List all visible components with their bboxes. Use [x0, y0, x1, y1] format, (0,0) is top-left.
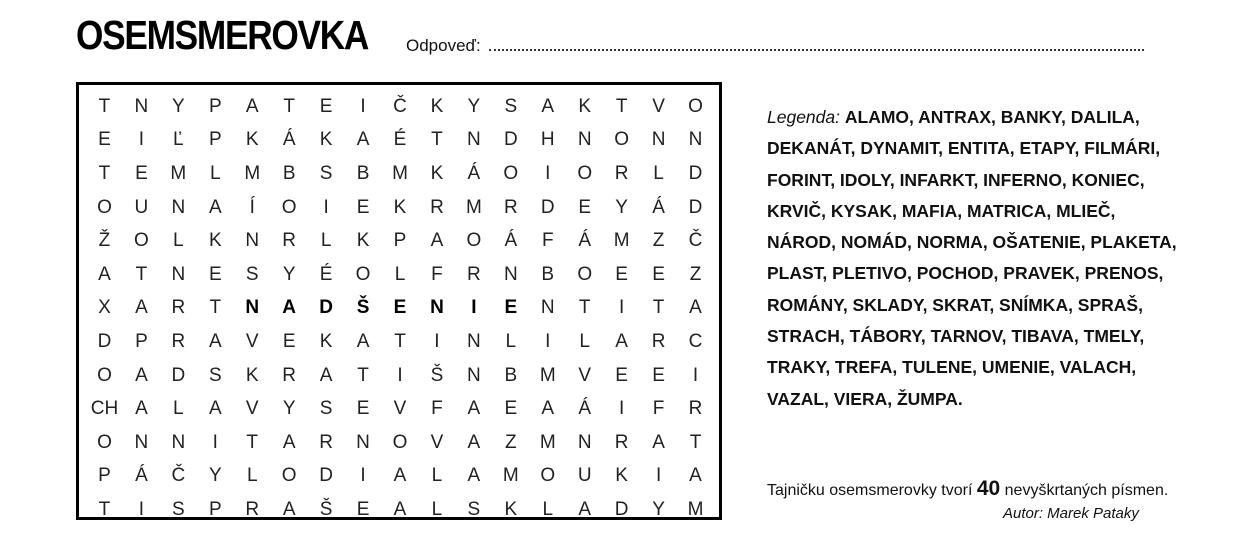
grid-cell[interactable]: Á — [504, 230, 518, 252]
grid-cell[interactable]: E — [356, 498, 370, 520]
grid-cell[interactable]: K — [578, 95, 592, 117]
grid-cell[interactable]: K — [208, 230, 222, 252]
grid-cell[interactable]: Á — [652, 196, 665, 218]
grid-cell[interactable]: M — [170, 162, 187, 184]
grid-cell[interactable]: O — [577, 162, 593, 184]
grid-cell[interactable]: O — [97, 431, 112, 453]
grid-cell[interactable]: K — [245, 364, 259, 386]
grid-cell[interactable]: N — [577, 431, 592, 453]
grid-cell[interactable]: I — [212, 431, 218, 453]
secret-note — [767, 478, 1177, 502]
grid-cell[interactable]: T — [98, 498, 111, 520]
grid-cell[interactable]: L — [579, 330, 590, 352]
grid-cell[interactable]: R — [503, 196, 518, 218]
grid-cell[interactable]: M — [539, 431, 556, 453]
grid-cell[interactable]: L — [209, 162, 221, 184]
secret-prefix: Tajničku osemsmerovky tvorí — [767, 482, 973, 499]
grid-cell[interactable]: Z — [689, 263, 702, 285]
grid-cell[interactable]: F — [541, 230, 554, 252]
grid-cell[interactable]: Y — [467, 95, 481, 117]
grid-cell[interactable]: Á — [282, 129, 296, 151]
grid-cell[interactable]: M — [539, 364, 556, 386]
grid-cell[interactable]: K — [356, 230, 370, 252]
answer-line — [406, 36, 1144, 56]
grid-cell[interactable]: A — [689, 465, 702, 487]
grid-cell[interactable]: K — [393, 196, 407, 218]
grid-cell[interactable]: I — [397, 364, 403, 386]
grid-cell[interactable]: A — [208, 398, 222, 420]
grid-cell[interactable]: D — [688, 162, 703, 184]
grid-cell[interactable]: Y — [652, 498, 665, 520]
grid-cell[interactable]: P — [208, 129, 222, 151]
grid-cell[interactable]: Y — [282, 398, 296, 420]
grid-cell[interactable]: T — [689, 431, 702, 453]
grid-cell[interactable]: N — [356, 431, 370, 453]
grid-cell[interactable]: E — [504, 398, 518, 420]
grid-cell[interactable]: N — [651, 129, 666, 151]
grid-cell[interactable]: S — [172, 498, 185, 520]
author-credit: Autor: Marek Pataky — [1003, 505, 1139, 522]
grid-cell[interactable]: I — [655, 465, 662, 487]
grid-cell[interactable]: K — [430, 95, 444, 117]
legend-label: Legenda: — [767, 107, 840, 127]
grid-cell[interactable]: R — [282, 364, 297, 386]
grid-cell[interactable]: F — [431, 263, 443, 285]
grid-cell[interactable]: N — [688, 129, 703, 151]
grid-cell[interactable]: N — [245, 230, 260, 252]
grid-cell[interactable]: L — [653, 162, 664, 184]
grid-cell[interactable]: I — [545, 330, 551, 352]
grid-cell[interactable]: I — [138, 498, 145, 520]
grid-cell[interactable]: X — [98, 297, 111, 319]
grid-cell[interactable]: T — [135, 263, 148, 285]
grid-cell[interactable]: D — [171, 364, 186, 386]
grid-cell[interactable]: V — [652, 95, 665, 117]
grid-cell[interactable]: N — [171, 196, 186, 218]
answer-field[interactable] — [489, 37, 1144, 51]
grid-cell[interactable]: C — [688, 330, 703, 352]
grid-cell[interactable]: B — [504, 364, 518, 386]
grid-cell[interactable]: O — [97, 364, 112, 386]
grid-cell[interactable]: A — [356, 330, 370, 352]
grid-cell[interactable]: N — [467, 330, 481, 352]
grid-cell[interactable]: T — [615, 95, 628, 117]
grid-cell[interactable]: E — [615, 364, 628, 386]
grid-cell[interactable]: B — [541, 263, 555, 285]
grid-cell[interactable]: Ž — [98, 230, 111, 252]
grid-cell[interactable]: N — [577, 129, 592, 151]
grid-cell[interactable]: E — [356, 398, 370, 420]
grid-cell[interactable]: R — [614, 431, 629, 453]
grid-cell[interactable]: R — [467, 263, 481, 285]
grid-cell[interactable]: E — [615, 263, 628, 285]
grid-cell[interactable]: A — [652, 431, 665, 453]
grid-cell[interactable]: F — [652, 398, 665, 420]
grid-cell[interactable]: O — [540, 465, 556, 487]
grid-cell[interactable]: P — [135, 330, 148, 352]
grid-cell[interactable]: A — [541, 95, 555, 117]
grid-cell[interactable]: Y — [172, 95, 185, 117]
grid-cell[interactable]: E — [652, 364, 665, 386]
grid-cell[interactable]: A — [245, 95, 259, 117]
grid-cell[interactable]: A — [208, 330, 222, 352]
grid-cell[interactable]: R — [430, 196, 444, 218]
grid-cell[interactable]: L — [394, 263, 406, 285]
grid-cell[interactable]: A — [393, 465, 407, 487]
grid-cell[interactable]: N — [245, 297, 260, 319]
grid-cell[interactable]: R — [171, 297, 186, 319]
grid-cell[interactable]: CH — [90, 398, 119, 420]
grid-cell[interactable]: R — [245, 498, 260, 520]
grid-cell[interactable]: O — [614, 129, 630, 151]
grid-cell[interactable]: O — [97, 196, 112, 218]
grid-cell[interactable]: T — [652, 297, 665, 319]
grid-cell[interactable]: A — [282, 431, 296, 453]
grid-cell[interactable]: É — [393, 129, 407, 151]
answer-label: Odpoveď: — [406, 36, 481, 55]
grid-cell[interactable]: D — [614, 498, 629, 520]
grid-cell[interactable]: O — [392, 431, 408, 453]
grid-cell[interactable]: E — [393, 297, 407, 319]
grid-cell[interactable]: Š — [319, 498, 333, 520]
grid-cell[interactable]: A — [135, 364, 148, 386]
grid-cell[interactable]: A — [393, 498, 407, 520]
grid-cell[interactable]: A — [467, 398, 481, 420]
grid-cell[interactable]: L — [173, 398, 184, 420]
grid-cell[interactable]: L — [246, 465, 258, 487]
grid-cell[interactable]: N — [430, 297, 444, 319]
grid-cell[interactable]: U — [577, 465, 592, 487]
grid-cell[interactable]: P — [393, 230, 407, 252]
grid-cell[interactable]: A — [135, 398, 148, 420]
grid-cell[interactable]: A — [541, 398, 555, 420]
grid-cell[interactable]: V — [245, 330, 259, 352]
grid-cell[interactable]: A — [282, 498, 296, 520]
grid-cell[interactable]: V — [578, 364, 592, 386]
grid-cell[interactable]: A — [98, 263, 111, 285]
grid-cell[interactable]: T — [283, 95, 295, 117]
grid-cell[interactable]: A — [430, 230, 444, 252]
grid-cell[interactable]: E — [652, 263, 665, 285]
grid-cell[interactable]: A — [282, 297, 297, 319]
grid-cell[interactable]: Í — [249, 196, 255, 218]
grid-cell[interactable]: Č — [171, 465, 186, 487]
grid-cell[interactable]: O — [503, 162, 519, 184]
grid-cell[interactable]: M — [502, 465, 519, 487]
grid-cell[interactable]: L — [431, 465, 443, 487]
grid-cell[interactable]: Č — [688, 230, 703, 252]
legend-words: ALAMO, ANTRAX, BANKY, DALILA, DEKANÁT, DYNAMIT, ENTITA, ETAPY, FILMÁRI, FORINT, IDOLY, INFARKT, INFERNO, KONIEC, KRVIČ, KYSAK, MAFIA, MATRICA, MLIEČ, NÁROD, NOMÁD, NORMA, OŠATENIE, PLAKETA, PLAST, PLETIVO, POCHOD, PRAVEK, PRENOS, ROMÁNY, SKLADY, SKRAT, SNÍMKA, SPRAŠ, STRACH, TÁBORY, TARNOV, TIBAVA, TMELY, TRAKY, TREFA, TULENE, UMENIE, VALACH, VAZAL, VIERA, ŽUMPA. — [767, 107, 1177, 409]
grid-cell[interactable]: Y — [282, 263, 296, 285]
grid-cell[interactable]: E — [135, 162, 148, 184]
grid-cell[interactable]: P — [98, 465, 111, 487]
grid-cell[interactable]: A — [135, 297, 148, 319]
grid-cell[interactable]: Č — [393, 95, 407, 117]
grid-cell[interactable]: O — [134, 230, 149, 252]
grid-cell[interactable]: M — [392, 162, 408, 184]
grid-cell[interactable]: A — [689, 297, 702, 319]
grid-cell[interactable]: T — [578, 297, 591, 319]
grid-cell[interactable]: Š — [430, 364, 444, 386]
grid-cell[interactable]: Á — [578, 398, 592, 420]
grid-cell[interactable]: I — [619, 297, 625, 319]
grid-cell[interactable]: N — [171, 263, 186, 285]
grid-cell[interactable]: Ľ — [173, 129, 184, 151]
grid-cell[interactable]: N — [134, 95, 149, 117]
grid-cell[interactable]: K — [504, 498, 518, 520]
grid-cell[interactable]: E — [356, 196, 370, 218]
grid-cell[interactable]: K — [430, 162, 444, 184]
grid-cell[interactable]: T — [98, 95, 111, 117]
grid-cell[interactable]: N — [467, 129, 481, 151]
grid-cell[interactable]: E — [98, 129, 111, 151]
grid-cell[interactable]: E — [578, 196, 592, 218]
secret-suffix: nevyškrtaných písmen. — [1004, 482, 1169, 499]
grid-cell[interactable]: L — [173, 230, 184, 252]
grid-cell[interactable]: B — [282, 162, 296, 184]
grid-cell[interactable]: Y — [208, 465, 222, 487]
grid-cell[interactable]: K — [615, 465, 628, 487]
grid-cell[interactable]: A — [467, 431, 481, 453]
grid-cell[interactable]: N — [467, 364, 481, 386]
grid-cell[interactable]: Á — [467, 162, 481, 184]
grid-cell[interactable]: K — [245, 129, 259, 151]
grid-cell[interactable]: D — [319, 465, 333, 487]
grid-cell[interactable]: O — [577, 263, 593, 285]
puzzle-title: OSEMSMEROVKA — [76, 12, 369, 58]
grid-cell[interactable]: D — [503, 129, 518, 151]
grid-cell[interactable]: V — [430, 431, 444, 453]
grid-cell[interactable]: T — [209, 297, 222, 319]
grid-cell[interactable]: E — [208, 263, 222, 285]
grid-cell[interactable]: E — [319, 95, 333, 117]
grid-cell[interactable]: E — [282, 330, 296, 352]
grid-cell[interactable]: A — [578, 498, 592, 520]
grid-cell[interactable]: L — [542, 498, 554, 520]
secret-count: 40 — [976, 477, 1001, 500]
grid-cell[interactable]: I — [619, 398, 625, 420]
grid-cell[interactable]: T — [357, 364, 369, 386]
grid-cell[interactable]: R — [171, 330, 186, 352]
grid-cell[interactable]: I — [138, 129, 145, 151]
grid-cell[interactable]: A — [319, 364, 333, 386]
grid-cell[interactable]: I — [323, 196, 329, 218]
grid-cell[interactable]: L — [431, 498, 443, 520]
grid-cell[interactable]: T — [246, 431, 259, 453]
grid-cell[interactable]: V — [393, 398, 407, 420]
grid-cell[interactable]: I — [360, 465, 366, 487]
grid-cell[interactable]: S — [467, 498, 481, 520]
grid-cell[interactable]: M — [687, 498, 704, 520]
grid-cell[interactable]: E — [504, 297, 518, 319]
grid-cell[interactable]: A — [208, 196, 222, 218]
grid-cell[interactable]: U — [134, 196, 149, 218]
grid-cell[interactable]: A — [467, 465, 481, 487]
grid-cell[interactable]: B — [356, 162, 370, 184]
grid-cell[interactable]: O — [466, 230, 482, 252]
grid-cell[interactable]: I — [545, 162, 551, 184]
grid-cell[interactable]: N — [171, 431, 186, 453]
grid-cell[interactable]: Z — [505, 431, 517, 453]
grid-cell[interactable]: T — [98, 162, 111, 184]
grid-cell[interactable]: R — [651, 330, 666, 352]
grid-cell[interactable]: I — [360, 95, 366, 117]
grid-cell[interactable]: D — [319, 297, 333, 319]
grid-cell[interactable]: P — [208, 95, 222, 117]
grid-cell[interactable]: S — [504, 95, 518, 117]
letter-grid — [76, 82, 722, 520]
grid-cell[interactable]: Á — [135, 465, 148, 487]
grid-cell[interactable]: R — [614, 162, 629, 184]
grid-cell[interactable]: L — [320, 230, 332, 252]
legend — [767, 102, 1187, 415]
grid-cell[interactable]: D — [688, 196, 703, 218]
grid-cell[interactable]: V — [245, 398, 259, 420]
grid-cell[interactable]: I — [471, 297, 477, 319]
letter-grid-inner — [86, 90, 714, 527]
grid-cell[interactable]: N — [134, 431, 149, 453]
grid-cell[interactable]: D — [97, 330, 112, 352]
grid-cell[interactable]: I — [692, 364, 699, 386]
grid-cell[interactable]: O — [355, 263, 371, 285]
grid-cell[interactable]: K — [319, 330, 333, 352]
grid-cell[interactable]: H — [540, 129, 555, 151]
grid-cell[interactable]: T — [394, 330, 406, 352]
grid-cell[interactable]: É — [319, 263, 333, 285]
grid-cell[interactable]: I — [434, 330, 440, 352]
grid-cell[interactable]: M — [613, 230, 630, 252]
grid-cell[interactable]: S — [245, 263, 259, 285]
grid-cell[interactable]: L — [505, 330, 517, 352]
grid-cell[interactable]: T — [431, 129, 443, 151]
grid-cell[interactable]: Á — [578, 230, 592, 252]
grid-cell[interactable]: M — [244, 162, 261, 184]
grid-cell[interactable]: O — [281, 196, 297, 218]
grid-cell[interactable]: S — [319, 398, 333, 420]
grid-cell[interactable]: F — [431, 398, 443, 420]
grid-cell[interactable]: D — [540, 196, 555, 218]
grid-cell[interactable]: Z — [652, 230, 665, 252]
grid-cell[interactable]: K — [319, 129, 333, 151]
grid-cell[interactable]: Y — [615, 196, 628, 218]
grid-cell[interactable]: P — [208, 498, 222, 520]
grid-cell[interactable]: O — [688, 95, 703, 117]
grid-cell[interactable]: N — [540, 297, 555, 319]
grid-cell[interactable]: R — [319, 431, 333, 453]
grid-cell[interactable]: R — [282, 230, 297, 252]
grid-cell[interactable]: O — [281, 465, 297, 487]
grid-cell[interactable]: S — [208, 364, 222, 386]
grid-cell[interactable]: N — [503, 263, 518, 285]
grid-cell[interactable]: A — [356, 129, 370, 151]
grid-cell[interactable]: R — [688, 398, 703, 420]
grid-cell[interactable]: Š — [356, 297, 370, 319]
grid-cell[interactable]: A — [615, 330, 628, 352]
grid-cell[interactable]: S — [319, 162, 333, 184]
grid-cell[interactable]: M — [465, 196, 482, 218]
